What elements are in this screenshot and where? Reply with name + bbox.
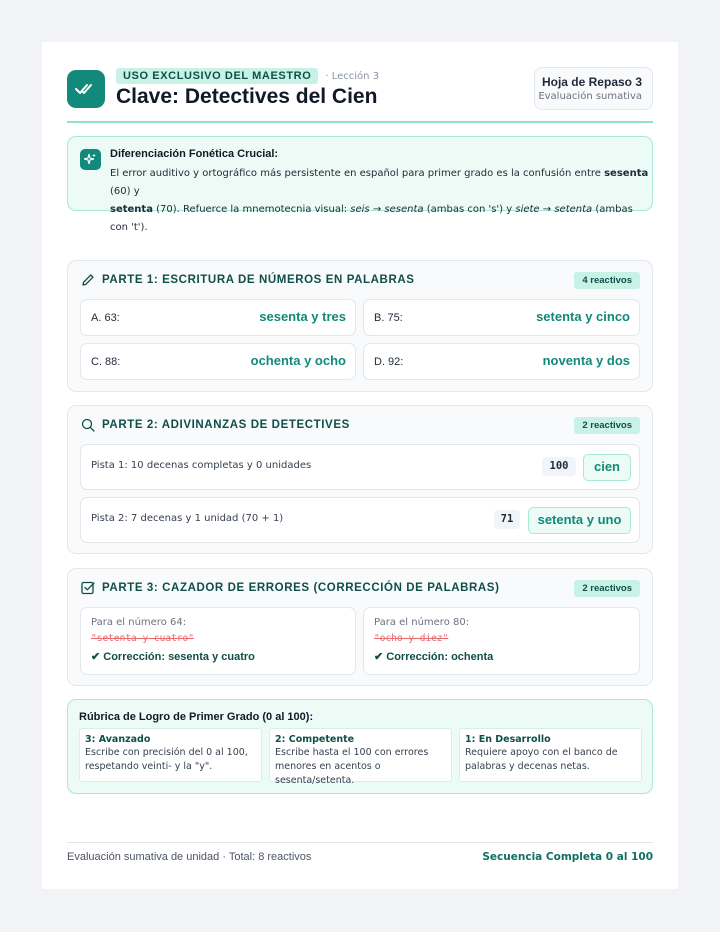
phonetic-note [67, 136, 653, 233]
rubric-box [67, 699, 653, 794]
part3-title: PARTE 3: CAZADOR DE ERRORES (CORRECCIÓN DE PALABRAS) [102, 582, 500, 594]
part1-item-c: C. 88: ochenta y ocho [80, 343, 356, 380]
double-check-icon [67, 70, 105, 108]
part1-count-badge: 4 reactivos [574, 272, 640, 289]
answer-text: sesenta y tres [259, 309, 346, 324]
correction-text: ✔ Corrección: ochenta [374, 651, 494, 663]
lesson-label: · Lección 3 [325, 70, 380, 82]
answer-text: ochenta y ocho [250, 353, 346, 368]
rubric-title: Rúbrica de Logro de Primer Grado (0 al 100): [79, 711, 314, 723]
part2-section [67, 405, 653, 554]
part2-clue-2: Pista 2: 7 decenas y 1 unidad (70 + 1) 71 setenta y uno [80, 497, 640, 543]
part2-title: PARTE 2: ADIVINANZAS DE DETECTIVES [102, 419, 350, 431]
part2-clue-1: Pista 1: 10 decenas completas y 0 unidades 100 cien [80, 444, 640, 490]
sheet-info-box [534, 67, 653, 110]
answer-text: noventa y dos [542, 353, 630, 368]
wrong-answer: "setenta y cuatro" [91, 633, 194, 644]
worksheet-page [42, 42, 678, 889]
number-chip: 71 [494, 510, 520, 529]
part1-section [67, 260, 653, 392]
part1-item-d: D. 92: noventa y dos [363, 343, 640, 380]
part3-section [67, 568, 653, 686]
sparkles-icon [80, 149, 101, 170]
part3-count-badge: 2 reactivos [574, 580, 640, 597]
checkbox-icon [80, 580, 96, 596]
number-chip: 100 [542, 457, 576, 476]
part3-error-2: Para el número 80: "ocho y diez" ✔ Corrección: ochenta [363, 607, 640, 675]
correction-text: ✔ Corrección: sesenta y cuatro [91, 651, 255, 663]
rubric-level-2: 2: Competente Escribe hasta el 100 con errores menores en acentos o sesenta/setenta. [269, 728, 452, 782]
part3-error-1: Para el número 64: "setenta y cuatro" ✔ Corrección: sesenta y cuatro [80, 607, 356, 675]
answer-box: setenta y uno [528, 507, 631, 534]
wrong-answer: "ocho y diez" [374, 633, 449, 644]
part1-item-b: B. 75: setenta y cinco [363, 299, 640, 336]
page-title: Clave: Detectives del Cien [116, 85, 378, 108]
footer-summary: Evaluación sumativa de unidad · Total: 8 reactivos [67, 851, 312, 863]
teacher-only-pill: USO EXCLUSIVO DEL MAESTRO [116, 68, 318, 84]
search-icon [80, 417, 96, 433]
part2-count-badge: 2 reactivos [574, 417, 640, 434]
pencil-icon [80, 272, 96, 288]
answer-box: cien [583, 454, 631, 481]
sheet-subtitle: Evaluación sumativa [538, 91, 642, 102]
rubric-level-1: 1: En Desarrollo Requiere apoyo con el banco de palabras y decenas netas. [459, 728, 642, 782]
header-tagline [116, 68, 379, 84]
rubric-level-3: 3: Avanzado Escribe con precisión del 0 al 100, respetando veinti- y la "y". [79, 728, 262, 782]
footer-sequence: Secuencia Completa 0 al 100 [482, 851, 653, 863]
part1-title: PARTE 1: ESCRITURA DE NÚMEROS EN PALABRAS [102, 274, 415, 286]
header-divider [67, 121, 653, 123]
sheet-title: Hoja de Repaso 3 [541, 75, 642, 89]
part1-item-a: A. 63: sesenta y tres [80, 299, 356, 336]
note-text: El error auditivo y ortográfico más persistente en español para primer grado es la confusión entre sesenta (60) y setenta (70). Refuerce la mnemotecnia visual: seis → sesenta (ambas con 's') y siete → setenta (ambas con 't'). [110, 168, 649, 233]
footer-divider [67, 842, 653, 843]
note-title: Diferenciación Fonética Crucial: [110, 148, 279, 160]
answer-text: setenta y cinco [536, 309, 630, 324]
